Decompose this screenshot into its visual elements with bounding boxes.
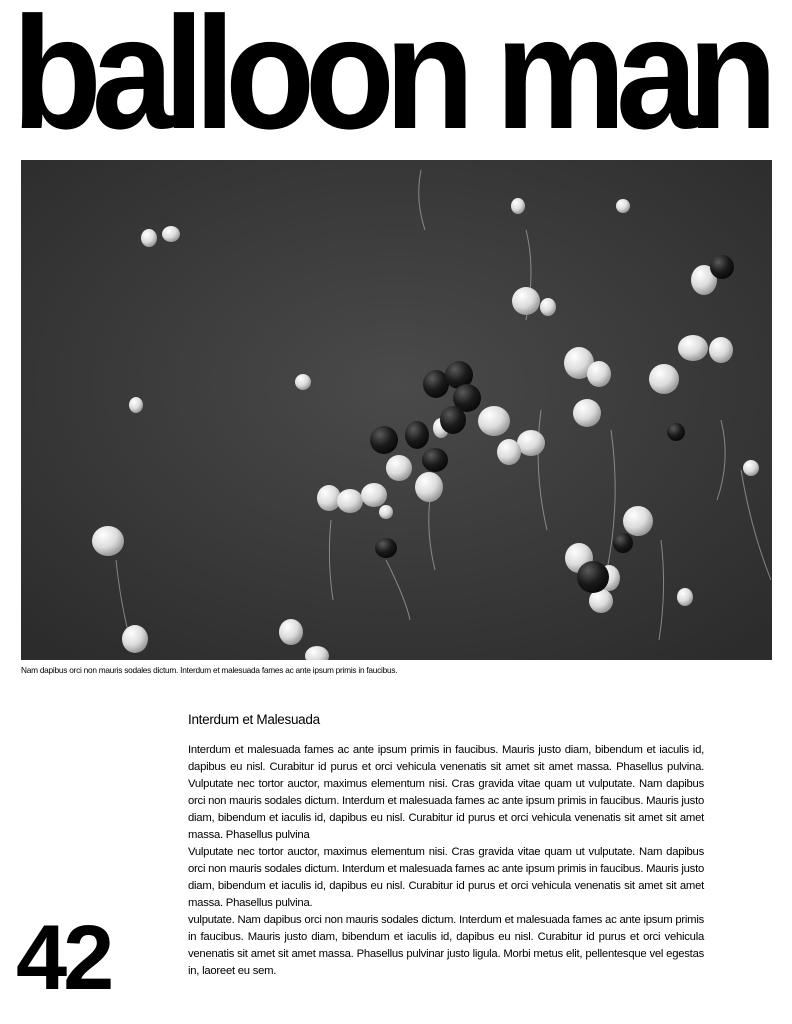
article-paragraph: Vulputate nec tortor auctor, maximus elementum nisi. Cras gravida vitae quam ut vulputate. Nam dapibus orci non mauris sodales dictum. Interdum et malesuada fames ac ante ipsum primis in faucibus. Mauris justo diam, bibendum et iaculis id, dapibus eu nisl. Curabitur id purus et orci vehicula venenatis sit amet sit amet massa. Phasellus pulvina. <box>188 846 704 909</box>
page-number: 42 <box>16 907 111 1009</box>
masthead <box>12 0 784 148</box>
article-paragraph: Interdum et malesuada fames ac ante ipsum primis in faucibus. Mauris justo diam, bibendum et iaculis id, dapibus eu nisl. Curabitur id purus et orci vehicula venenatis sit amet sit amet massa. Phasellus pulvina. Vulputate nec tortor auctor, maximus elementum nisi. Cras gravida vitae quam ut vulputate. Nam dapibus orci non mauris sodales dictum. Interdum et malesuada fames ac ante ipsum primis in faucibus. Mauris justo diam, bibendum et iaculis id, dapibus eu nisl. Curabitur id purus et orci vehicula venenatis sit amet sit amet massa. Phasellus pulvina <box>188 744 704 841</box>
article <box>188 710 704 980</box>
balloon-photo <box>21 160 772 660</box>
photo-caption: Nam dapibus orci non mauris sodales dictum. Interdum et malesuada fames ac ante ipsum primis in faucibus. <box>21 665 398 675</box>
article-heading: Interdum et Malesuada <box>188 712 320 727</box>
article-paragraph: vulputate. Nam dapibus orci non mauris sodales dictum. Interdum et malesuada fames ac ante ipsum primis in faucibus. Mauris justo diam, bibendum et iaculis id, dapibus eu nisl. Curabitur id purus et orci vehicula venenatis sit amet sit amet massa. Phasellus pulvinar justo ligula. Morbi metus elit, pellentesque vel egestas in, laoreet eu sem. <box>188 914 704 977</box>
masthead-title: balloon man <box>12 0 768 148</box>
